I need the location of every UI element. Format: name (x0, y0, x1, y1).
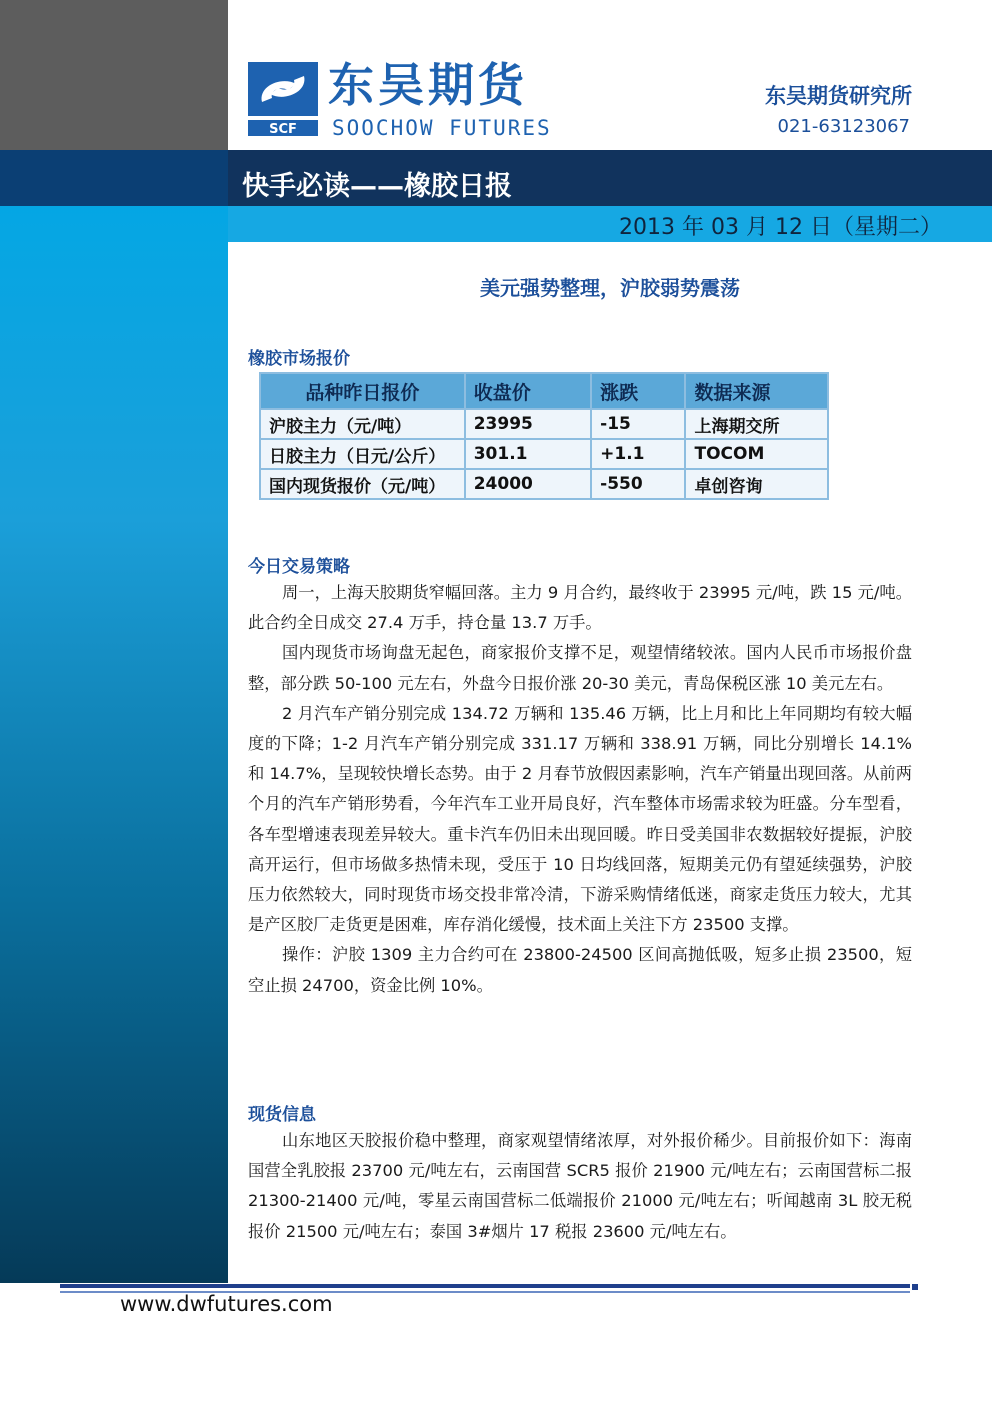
table-cell: 301.1 (465, 439, 591, 469)
footer-rule (60, 1284, 910, 1288)
table-cell: TOCOM (685, 439, 828, 469)
title-band-left (0, 150, 228, 206)
table-cell: 24000 (465, 469, 591, 499)
logo-abbr: SCF (269, 122, 297, 136)
table-cell: 国内现货报价（元/吨） (260, 469, 465, 499)
paragraph: 国内现货市场询盘无起色，商家报价支撑不足，观望情绪较浓。国内人民币市场报价盘整，部分跌 50-100 元左右，外盘今日报价涨 20-30 美元，青岛保税区涨 10 美元左右。 (248, 643, 912, 693)
column-header: 数据来源 (685, 373, 828, 409)
spot-body (248, 1126, 912, 1247)
table-cell: -15 (591, 409, 685, 439)
table-cell: 沪胶主力（元/吨） (260, 409, 465, 439)
strategy-body (248, 578, 912, 1001)
table-cell: 上海期交所 (685, 409, 828, 439)
paragraph: 周一，上海天胶期货窄幅回落。主力 9 月合约，最终收于 23995 元/吨，跌 15 元/吨。此合约全日成交 27.4 万手，持仓量 13.7 万手。 (248, 583, 912, 633)
table-row (260, 409, 828, 439)
report-title: 快手必读——橡胶日报 (242, 171, 512, 202)
spot-section-title: 现货信息 (248, 1105, 316, 1125)
institute-name: 东吴期货研究所 (765, 84, 912, 108)
market-section-title: 橡胶市场报价 (248, 349, 350, 369)
table-cell: -550 (591, 469, 685, 499)
scf-logo-icon (248, 62, 318, 136)
top-gray-block (0, 0, 228, 150)
column-header: 涨跌 (591, 373, 685, 409)
column-header: 收盘价 (465, 373, 591, 409)
quotes-table (259, 372, 829, 500)
paragraph: 2 月汽车产销分别完成 134.72 万辆和 135.46 万辆，比上月和比上年同期均有较大幅度的下降；1-2 月汽车产销分别完成 331.17 万辆和 338.91 万辆，同比分别增长 14.1% 和 14.7%，呈现较快增长态势。由于 2 月春节放假因素影响，汽车产销量出现回落。从前两个月的汽车产销形势看，今年汽车工业开局良好，汽车整体市场需求较为旺盛。分车型看，各车型增速表现差异较大。重卡汽车仍旧未出现回暖。昨日受美国非农数据较好提振，沪胶高开运行，但市场做多热情未现，受压于 10 日均线回落，短期美元仍有望延续强势，沪胶压力依然较大，同时现货市场交投非常冷清，下游采购情绪低迷，商家走货压力较大，尤其是产区胶厂走货更是困难，库存消化缓慢，技术面上关注下方 23500 支撑。 (248, 703, 912, 935)
headline: 美元强势整理，沪胶弱势震荡 (480, 276, 740, 300)
logo-chinese-name: 东吴期货 (328, 58, 528, 112)
footer-rule-end (912, 1284, 918, 1290)
paragraph: 山东地区天胶报价稳中整理，商家观望情绪浓厚，对外报价稀少。目前报价如下：海南国营全乳胶报 23700 元/吨左右，云南国营 SCR5 报价 21900 元/吨左右；云南国营标二报 21300-21400 元/吨，零星云南国营标二低端报价 21000 元/吨左右；听闻越南 3L 胶无税报价 21500 元/吨左右；泰国 3#烟片 17 税报 23600 元/吨左右。 (248, 1131, 912, 1241)
report-date: 2013 年 03 月 12 日（星期二） (619, 215, 942, 240)
column-header: 品种昨日报价 (260, 373, 465, 409)
table-cell: +1.1 (591, 439, 685, 469)
logo-english-name: SOOCHOW FUTURES (332, 116, 552, 140)
strategy-section-title: 今日交易策略 (248, 557, 350, 577)
footer-website-link[interactable]: www.dwfutures.com (120, 1292, 333, 1316)
institute-phone: 021-63123067 (777, 116, 910, 137)
table-header-row (260, 373, 828, 409)
table-row (260, 469, 828, 499)
paragraph: 操作：沪胶 1309 主力合约可在 23800-24500 区间高抛低吸，短多止损 23500，短空止损 24700，资金比例 10%。 (248, 945, 912, 995)
table-cell: 23995 (465, 409, 591, 439)
company-logo (248, 58, 588, 140)
table-cell: 卓创咨询 (685, 469, 828, 499)
table-cell: 日胶主力（日元/公斤） (260, 439, 465, 469)
table-row (260, 439, 828, 469)
